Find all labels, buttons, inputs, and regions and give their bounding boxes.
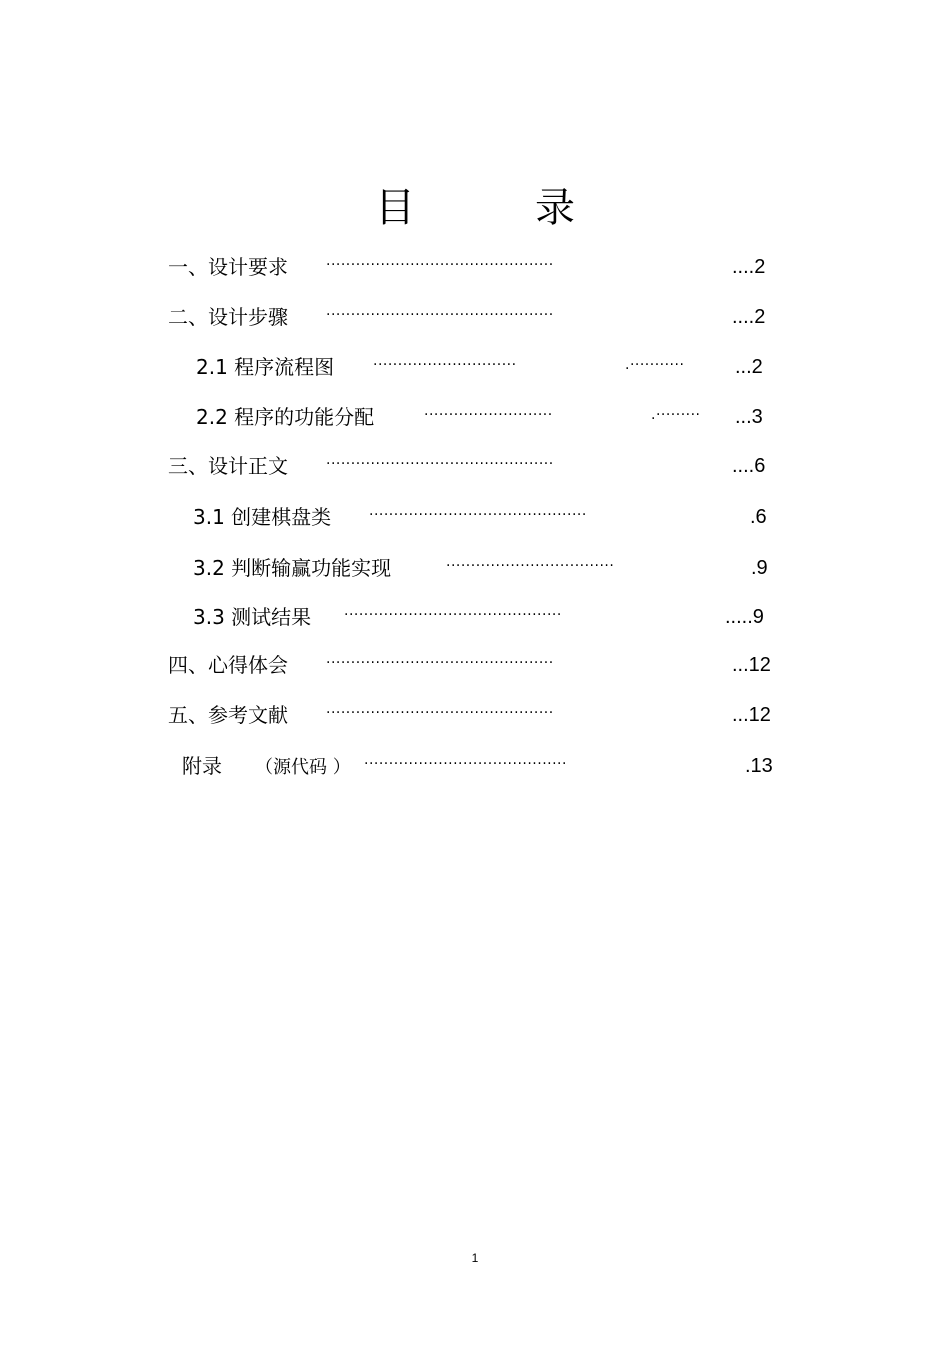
- toc-entry-label: 3.2 判断输赢功能实现: [193, 556, 392, 580]
- toc-leader-dots: ··············································: [326, 307, 554, 323]
- toc-entry-label: 2.2 程序的功能分配: [196, 405, 375, 429]
- toc-entry: [0, 252, 950, 282]
- toc-page-number: ....2: [732, 256, 766, 278]
- toc-page-number: .9: [751, 557, 768, 579]
- toc-entry: [0, 700, 950, 730]
- toc-page-number: .13: [745, 755, 773, 777]
- toc-entry-label: 附录: [182, 754, 222, 778]
- page-title: 目 录: [375, 185, 615, 231]
- toc-page-number: ...12: [732, 654, 771, 676]
- toc-page-number: ...2: [735, 356, 763, 378]
- toc-leader-dots: .···········: [625, 357, 685, 373]
- toc-entry: [0, 302, 950, 332]
- toc-leader-dots: ············································: [344, 607, 562, 623]
- toc-page-number: ...12: [732, 704, 771, 726]
- toc-leader-dots: ··············································: [326, 705, 554, 721]
- toc-entry: [0, 650, 950, 680]
- toc-entry: [0, 553, 950, 583]
- toc-leader-dots: ············································: [369, 507, 587, 523]
- toc-page-number: .6: [750, 506, 767, 528]
- toc-leader-dots: ··············································: [326, 655, 554, 671]
- toc-entry-label: 3.1 创建棋盘类: [193, 505, 332, 529]
- toc-leader-dots: ·····························: [373, 357, 517, 373]
- toc-entry-label: 3.3 测试结果: [193, 605, 312, 629]
- toc-entry: [0, 352, 950, 382]
- toc-entry-sublabel: （源代码 ）: [255, 757, 351, 778]
- toc-entry-label: 五、参考文献: [168, 703, 288, 727]
- toc-leader-dots: .·········: [651, 407, 701, 423]
- toc-entry-label: 四、心得体会: [168, 653, 288, 677]
- toc-page-number: .....9: [725, 606, 764, 628]
- toc-entry-label: 2.1 程序流程图: [196, 355, 335, 379]
- toc-page-number: ...3: [735, 406, 763, 428]
- toc-entry-label: 一、设计要求: [168, 255, 288, 279]
- toc-entry: [0, 602, 950, 632]
- toc-leader-dots: ··································: [446, 558, 615, 574]
- toc-entry: [0, 751, 950, 781]
- toc-entry: [0, 402, 950, 432]
- toc-entry: [0, 451, 950, 481]
- toc-leader-dots: ··············································: [326, 456, 554, 472]
- toc-leader-dots: ··························: [424, 407, 553, 423]
- toc-entry-label: 二、设计步骤: [168, 305, 288, 329]
- toc-entry-label: 三、设计正文: [168, 454, 288, 478]
- toc-leader-dots: ·········································: [364, 756, 567, 772]
- footer-page-number: 1: [471, 1251, 479, 1265]
- toc-page-number: ....6: [732, 455, 766, 477]
- toc-page-number: ....2: [732, 306, 766, 328]
- toc-entry: [0, 502, 950, 532]
- toc-leader-dots: ··············································: [326, 257, 554, 273]
